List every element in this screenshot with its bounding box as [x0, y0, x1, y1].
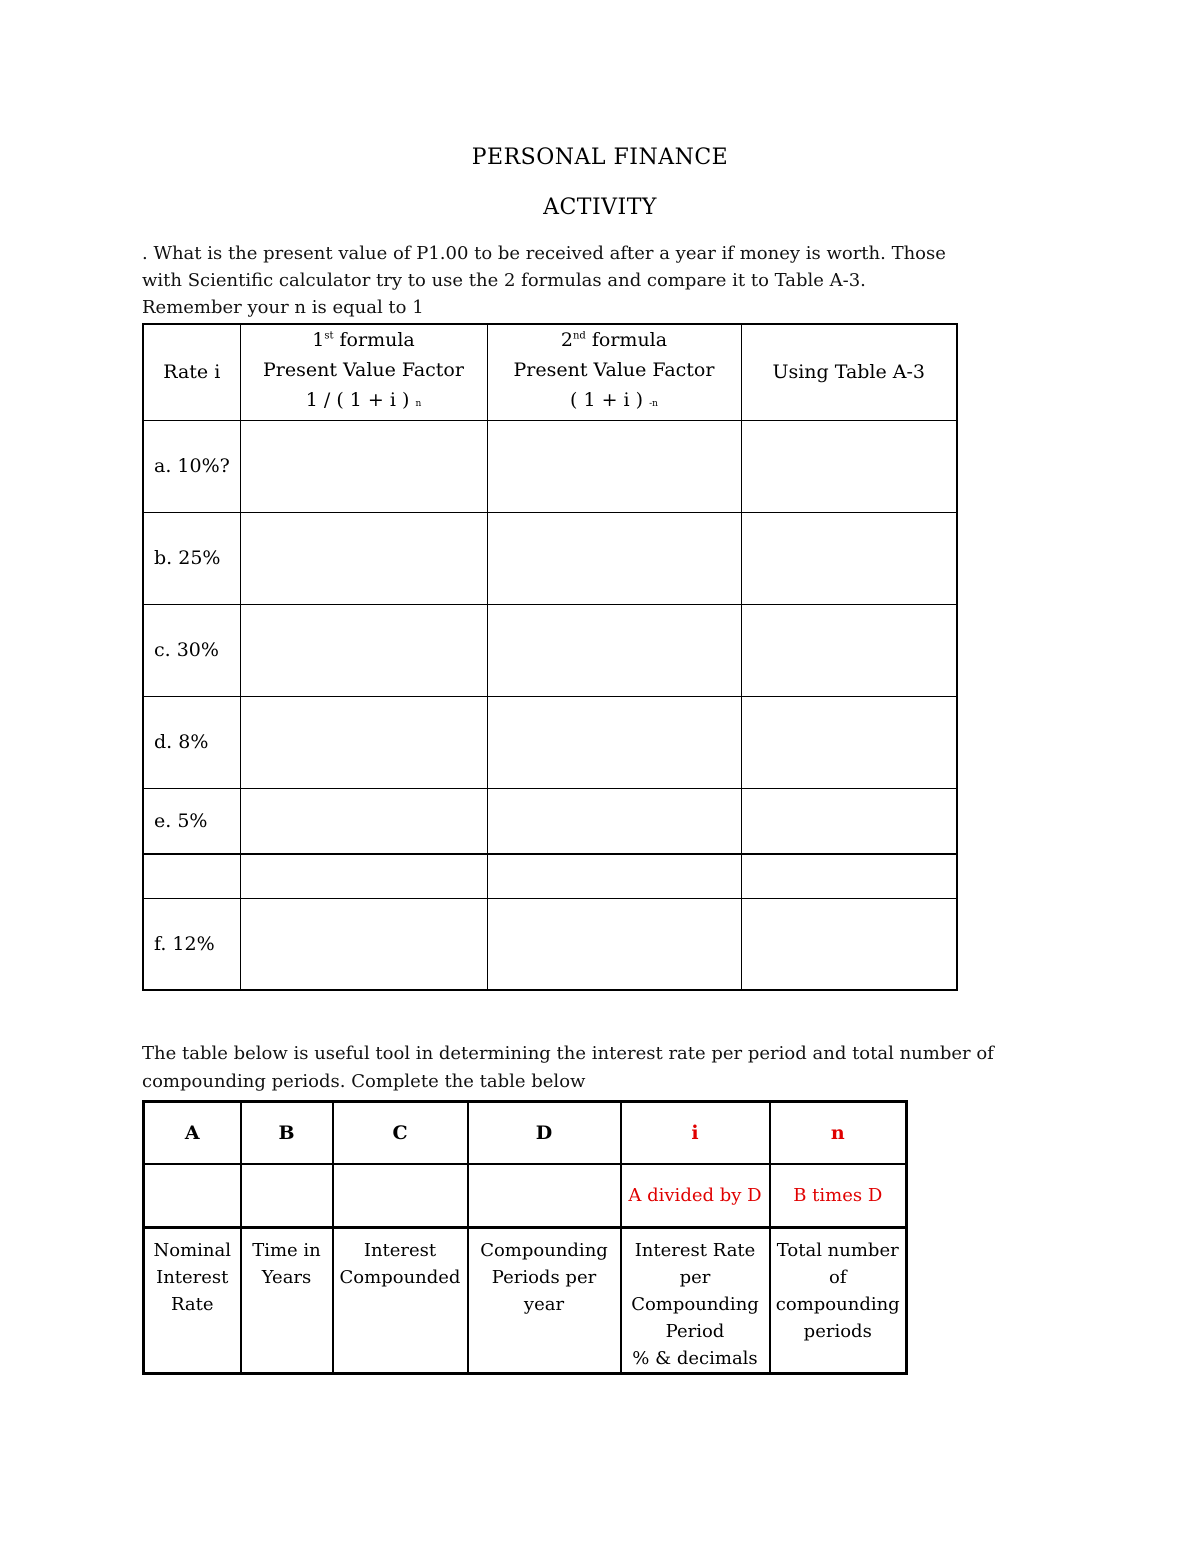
present-value-table — [142, 323, 958, 991]
header-table-a3: Using Table A-3 — [741, 324, 957, 420]
rate-c: c. 30% — [143, 604, 240, 696]
f1-sup: st — [324, 330, 334, 342]
desc-interest-rate-per-period: Interest Rate per Compounding Period % & decimals — [621, 1228, 770, 1374]
question-2-text: The table below is useful tool in determining the interest rate per period and total number of compounding periods. Complete the table below — [142, 1043, 994, 1092]
pv-row — [143, 898, 957, 990]
rate-f: f. 12% — [143, 898, 240, 990]
compounding-table — [142, 1100, 908, 1375]
answer-cell[interactable] — [240, 898, 487, 990]
f2-rest: formula — [585, 329, 668, 352]
pv-row — [143, 604, 957, 696]
answer-cell[interactable] — [741, 788, 957, 854]
f1-rest: formula — [333, 329, 415, 352]
col-letter-b: B — [241, 1102, 333, 1164]
description-row — [144, 1228, 907, 1374]
desc-nominal-rate: Nominal Interest Rate — [144, 1228, 241, 1374]
answer-cell[interactable] — [741, 696, 957, 788]
answer-cell[interactable] — [240, 788, 487, 854]
answer-cell[interactable] — [741, 420, 957, 512]
formula-i: A divided by D — [621, 1164, 770, 1228]
f2-expr: ( 1 + i ) — [570, 389, 650, 412]
desc-total-periods: Total number of compounding periods — [770, 1228, 907, 1374]
formula-cell[interactable] — [333, 1164, 468, 1228]
answer-cell[interactable] — [487, 788, 741, 854]
answer-cell[interactable] — [240, 604, 487, 696]
pv-row-blank — [143, 854, 957, 898]
letters-row — [144, 1102, 907, 1164]
col-letter-i: i — [621, 1102, 770, 1164]
rate-a: a. 10%? — [143, 420, 240, 512]
col-letter-n: n — [770, 1102, 907, 1164]
page-title: PERSONAL FINANCE — [471, 145, 729, 170]
rate-e: e. 5% — [143, 788, 240, 854]
formula-cell[interactable] — [241, 1164, 333, 1228]
answer-cell[interactable] — [487, 854, 741, 898]
f2-sup: nd — [572, 330, 586, 342]
answer-cell[interactable] — [487, 898, 741, 990]
header-formula-1 — [240, 324, 487, 420]
page-subtitle: ACTIVITY — [543, 195, 657, 220]
answer-cell[interactable] — [487, 604, 741, 696]
formula-cell[interactable] — [468, 1164, 621, 1228]
f2-expr-sup: -n — [649, 399, 658, 410]
question-1-text: . What is the present value of P1.00 to be received after a year if money is worth. Those with Scientific calculator try to use the 2 formulas and compare it to Table A-3. Remember your n is equal to 1 — [142, 243, 946, 318]
f1-expr-sup: n — [415, 399, 422, 410]
answer-cell[interactable] — [487, 512, 741, 604]
header-formula-2 — [487, 324, 741, 420]
answer-cell[interactable] — [741, 898, 957, 990]
header-rate: Rate i — [143, 324, 240, 420]
pv-row — [143, 512, 957, 604]
rate-b: b. 25% — [143, 512, 240, 604]
answer-cell[interactable] — [487, 420, 741, 512]
f1-num: 1 — [312, 329, 325, 352]
formula-n: B times D — [770, 1164, 907, 1228]
pv-row — [143, 420, 957, 512]
f2-num: 2 — [560, 329, 573, 352]
answer-cell[interactable] — [240, 512, 487, 604]
rate-blank — [143, 854, 240, 898]
formula-row — [144, 1164, 907, 1228]
desc-interest-compounded: Interest Compounded — [333, 1228, 468, 1374]
desc-time-years: Time in Years — [241, 1228, 333, 1374]
answer-cell[interactable] — [741, 604, 957, 696]
pv-row — [143, 788, 957, 854]
rate-d: d. 8% — [143, 696, 240, 788]
pv-row — [143, 696, 957, 788]
f1-desc: Present Value Factor — [263, 359, 464, 382]
answer-cell[interactable] — [240, 854, 487, 898]
pv-header-row — [143, 324, 957, 420]
col-letter-d: D — [468, 1102, 621, 1164]
desc-compounding-periods: Compounding Periods per year — [468, 1228, 621, 1374]
answer-cell[interactable] — [240, 420, 487, 512]
answer-cell[interactable] — [741, 512, 957, 604]
answer-cell[interactable] — [741, 854, 957, 898]
f2-desc: Present Value Factor — [513, 359, 715, 382]
formula-cell[interactable] — [144, 1164, 241, 1228]
answer-cell[interactable] — [240, 696, 487, 788]
col-letter-c: C — [333, 1102, 468, 1164]
col-letter-a: A — [144, 1102, 241, 1164]
f1-expr: 1 / ( 1 + i ) — [305, 389, 416, 412]
answer-cell[interactable] — [487, 696, 741, 788]
